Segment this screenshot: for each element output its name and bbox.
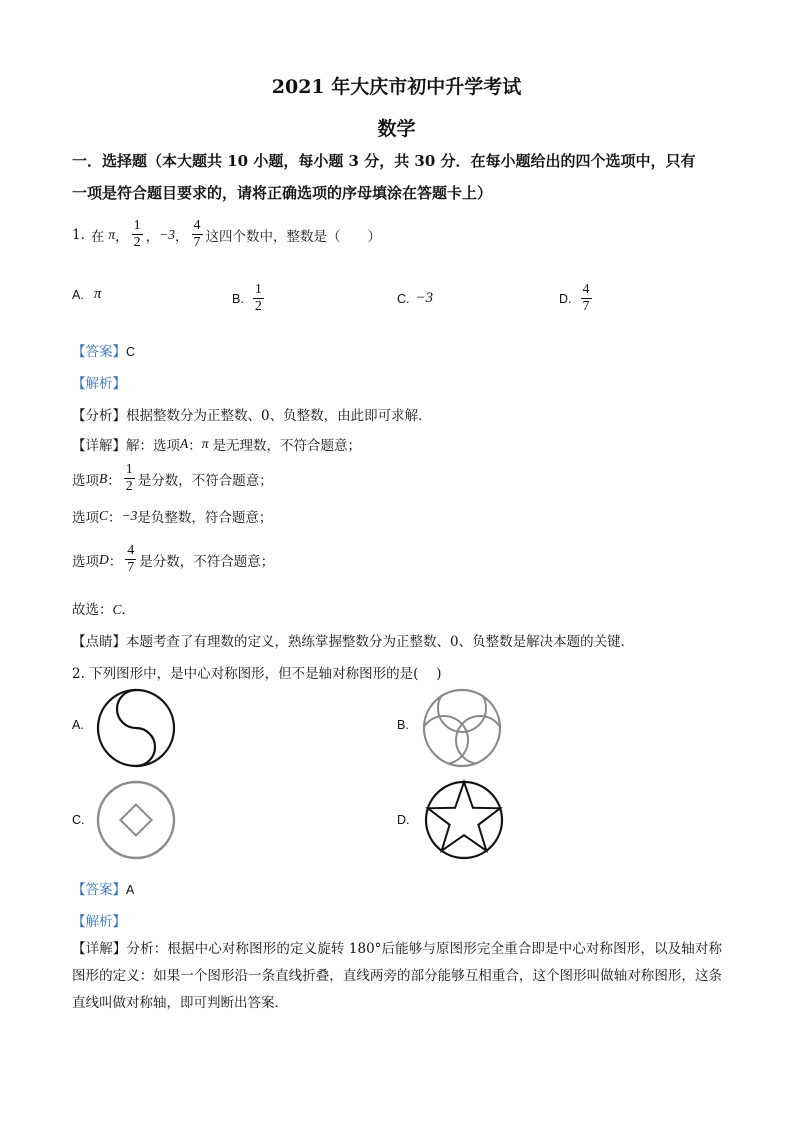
detail-option-c [72,506,272,526]
figure-option-b-label[interactable]: B. [397,718,409,732]
figure-option-a-label[interactable]: A. [72,718,84,732]
denominator: 2 [133,235,141,250]
fraction-one-half [132,218,143,251]
fraction-one-half [124,462,135,495]
detail-text: 是负整数，符合题意； [137,510,273,526]
answer-tag: 【答案】 [72,344,126,360]
detail-tag: 【详解】 [72,438,126,454]
figure-option-d-label[interactable]: D. [397,813,410,827]
dianjing-line: 【点睛】本题考查了有理数的定义，熟练掌握整数分为正整数、0、负整数是解决本题的关键． [72,634,635,650]
analysis-tag: 【解析】 [72,376,126,392]
choose-variable: C [112,602,122,617]
option-value: −3 [415,290,434,306]
figure-option-c[interactable] [94,778,178,862]
detail-colon: ： [108,553,123,570]
star-in-circle-icon [422,778,506,862]
detail-colon: ： [188,438,202,454]
detail-text: 选项 [72,510,99,526]
option-fraction [253,282,264,315]
numerator: 4 [582,282,590,297]
denominator: 7 [127,560,135,575]
fraction-four-sevenths [125,543,136,576]
numerator: 4 [193,218,201,233]
analysis-tag: 【解析】 [72,914,126,930]
figure-option-a[interactable] [94,686,178,770]
answer-value: A [126,883,135,897]
detail-text: 是分数，不符合题意； [137,472,273,489]
choose-line [72,598,135,618]
denominator: 2 [254,299,262,314]
option-variable: A [180,436,189,451]
fenxi-line: 【分析】根据整数分为正整数、0、负整数，由此即可求解． [72,408,432,424]
option-label: C. [397,291,410,306]
detail-colon: ： [107,472,121,489]
detail-colon: ： [108,510,122,526]
numerator: 1 [125,462,133,477]
option-b[interactable] [232,282,267,315]
figure-option-b[interactable] [420,686,504,770]
yin-yang-icon [94,686,178,770]
denominator: 7 [193,235,201,250]
detail-text: 是无理数，不符合题意； [212,438,362,454]
figure-option-d[interactable] [422,778,506,862]
question-number: 1. [72,226,85,243]
stem-suffix: 这四个数中，整数是（ ） [205,228,382,245]
coin-square-icon [94,778,178,862]
detail-text: 解：选项 [126,438,180,454]
detail-option-d [72,543,274,576]
pi-symbol: π [201,436,209,451]
option-label: A. [72,287,84,302]
option-variable: C [99,508,109,523]
option-variable: B [99,470,108,486]
detail-option-b [72,462,273,495]
option-variable: D [99,551,109,567]
three-arcs-icon [420,686,504,770]
answer-tag: 【答案】 [72,882,126,898]
detail-paragraph: 【详解】分析：根据中心对称图形的定义旋转 180°后能够与原图形完全重合即是中心对称图形，以及轴对称图形的定义：如果一个图形沿一条直线折叠，直线两旁的部分能够互相重合，这个图形叫做轴对称图形，这条直线叫做对称轴，即可判断出答案． [72,941,722,1011]
section-heading-line2: 一项是符合题目要求的，请将正确选项的序母填涂在答题卡上） [72,184,493,202]
option-value: π [93,286,102,302]
option-c[interactable] [397,290,433,307]
choose-end: ． [121,602,136,618]
section-heading-line1: 一．选择题（本大题共 10 小题，每小题 3 分，共 30 分．在每小题给出的四个选项中，只有 [72,152,696,170]
answer-line-2 [72,878,134,898]
option-d[interactable] [559,282,595,315]
negative-three: −3 [121,508,138,523]
negative-three: −3 [159,226,176,242]
answer-value: C [126,345,136,359]
detail-text: 选项 [72,553,99,570]
detail-option-a [72,434,361,454]
separator: ， [145,228,160,245]
separator: ， [115,228,129,245]
question-2-stem: 2. 下列图形中，是中心对称图形，但不是轴对称图形的是( ) [72,666,442,682]
option-label: D. [559,291,572,306]
stem-prefix: 在 [90,228,105,245]
numerator: 1 [133,218,141,233]
option-label: B. [232,291,244,306]
figure-option-c-label[interactable]: C. [72,813,85,827]
numerator: 1 [254,282,262,297]
question-1-stem [72,218,381,251]
denominator: 2 [125,479,133,494]
option-a[interactable] [72,286,101,303]
numerator: 4 [127,543,135,558]
detail-text: 是分数，不符合题意； [139,553,275,570]
exam-title: 2021 年大庆市初中升学考试 [271,76,522,98]
denominator: 7 [582,299,590,314]
subject-title: 数学 [377,118,416,140]
answer-line-1 [72,340,135,360]
option-fraction [581,282,592,315]
separator: ， [175,228,189,245]
detail-text: 选项 [72,472,99,489]
choose-text: 故选： [72,602,113,618]
pi-symbol: π [108,226,116,242]
fraction-four-sevenths [192,218,203,251]
